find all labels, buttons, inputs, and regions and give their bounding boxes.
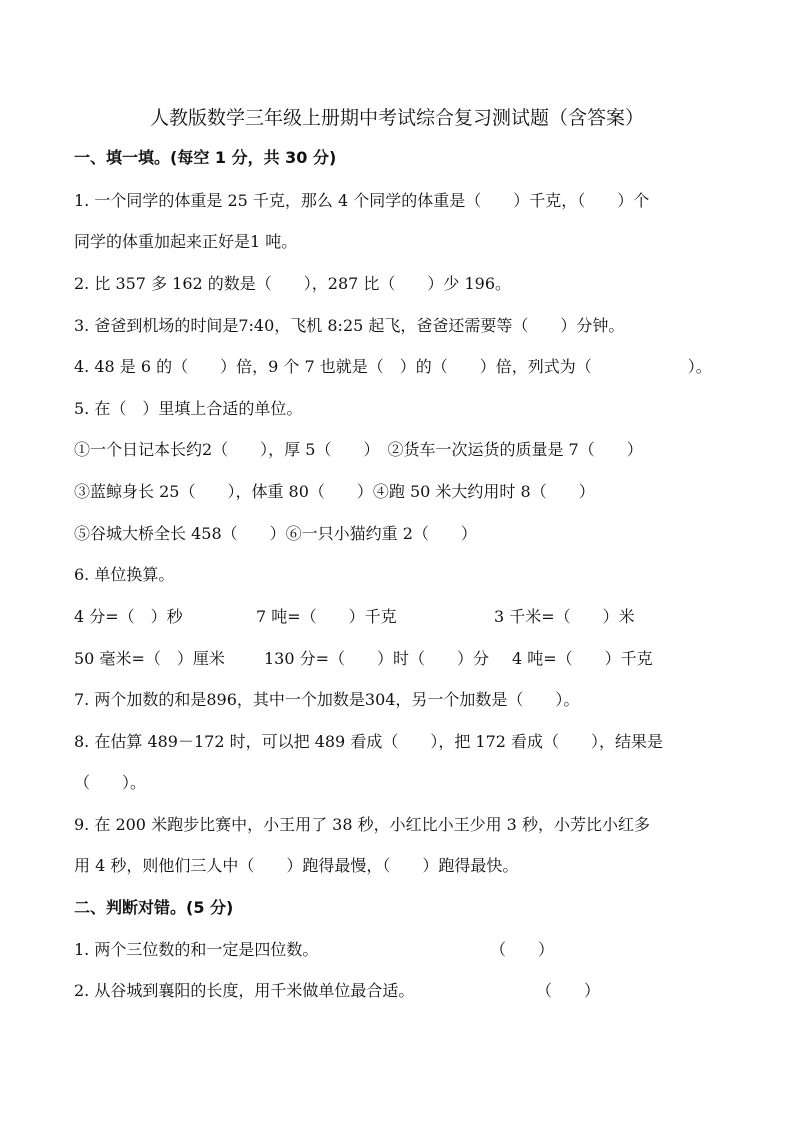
question-1-line2: 同学的体重加起来正好是1 吨。	[74, 232, 298, 251]
section2-heading: 二、判断对错。(5 分)	[74, 898, 234, 917]
question-7: 7. 两个加数的和是896，其中一个加数是304，另一个加数是（ ）。	[74, 690, 580, 709]
question-2: 2. 比 357 多 162 的数是（ ），287 比（ ）少 196。	[74, 274, 512, 293]
question-9-line1: 9. 在 200 米跑步比赛中，小王用了 38 秒，小红比小王少用 3 秒，小芳比小红多	[74, 815, 650, 834]
conversion-e: 130 分=（ ）时（ ）分	[264, 649, 490, 668]
conversion-b: 7 吨=（ ）千克	[256, 607, 397, 626]
question-5-row3: ⑤谷城大桥全长 458（ ）⑥一只小猫约重 2（ ）	[74, 524, 477, 543]
question-4: 4. 48 是 6 的（ ）倍，9 个 7 也就是（ ）的（ ）倍，列式为（ ）。	[74, 357, 712, 376]
conversion-a: 4 分=（ ）秒	[74, 607, 183, 626]
judge-question-2	[74, 979, 734, 1003]
conversion-d: 50 毫米=（ ）厘米	[74, 649, 225, 668]
judge-question-1-mark: （ ）	[490, 940, 555, 959]
question-5-row2: ③蓝鲸身长 25（ ），体重 80（ ）④跑 50 米大约用时 8（ ）	[74, 482, 595, 501]
question-1-line1: 1. 一个同学的体重是 25 千克，那么 4 个同学的体重是（ ）千克，（ ）个	[74, 191, 650, 210]
question-8-line2: （ ）。	[74, 773, 147, 792]
judge-question-2-text: 2. 从谷城到襄阳的长度，用千米做单位最合适。	[74, 981, 415, 1000]
judge-question-2-mark: （ ）	[536, 981, 601, 1000]
page-title: 人教版数学三年级上册期中考试综合复习测试题（含答案）	[149, 107, 644, 129]
conversion-c: 3 千米=（ ）米	[494, 607, 635, 626]
question-9-line2: 用 4 秒，则他们三人中（ ）跑得最慢，（ ）跑得最快。	[74, 856, 519, 875]
judge-question-1-text: 1. 两个三位数的和一定是四位数。	[74, 940, 319, 959]
question-8-line1: 8. 在估算 489－172 时，可以把 489 看成（ ），把 172 看成（ ），结果是	[74, 732, 664, 751]
section1-heading: 一、填一填。(每空 1 分，共 30 分)	[74, 148, 337, 167]
judge-question-1	[74, 938, 734, 962]
question-3: 3. 爸爸到机场的时间是7:40，飞机 8:25 起飞，爸爸还需要等（ ）分钟。	[74, 316, 625, 335]
question-6-row2	[74, 647, 734, 671]
conversion-f: 4 吨=（ ）千克	[512, 649, 653, 668]
question-5-stem: 5. 在（ ）里填上合适的单位。	[74, 399, 303, 418]
question-5-row1: ①一个日记本长约2（ ），厚 5（ ） ②货车一次运货的质量是 7（ ）	[74, 440, 643, 459]
question-6-stem: 6. 单位换算。	[74, 565, 175, 584]
question-6-row1	[74, 605, 734, 629]
